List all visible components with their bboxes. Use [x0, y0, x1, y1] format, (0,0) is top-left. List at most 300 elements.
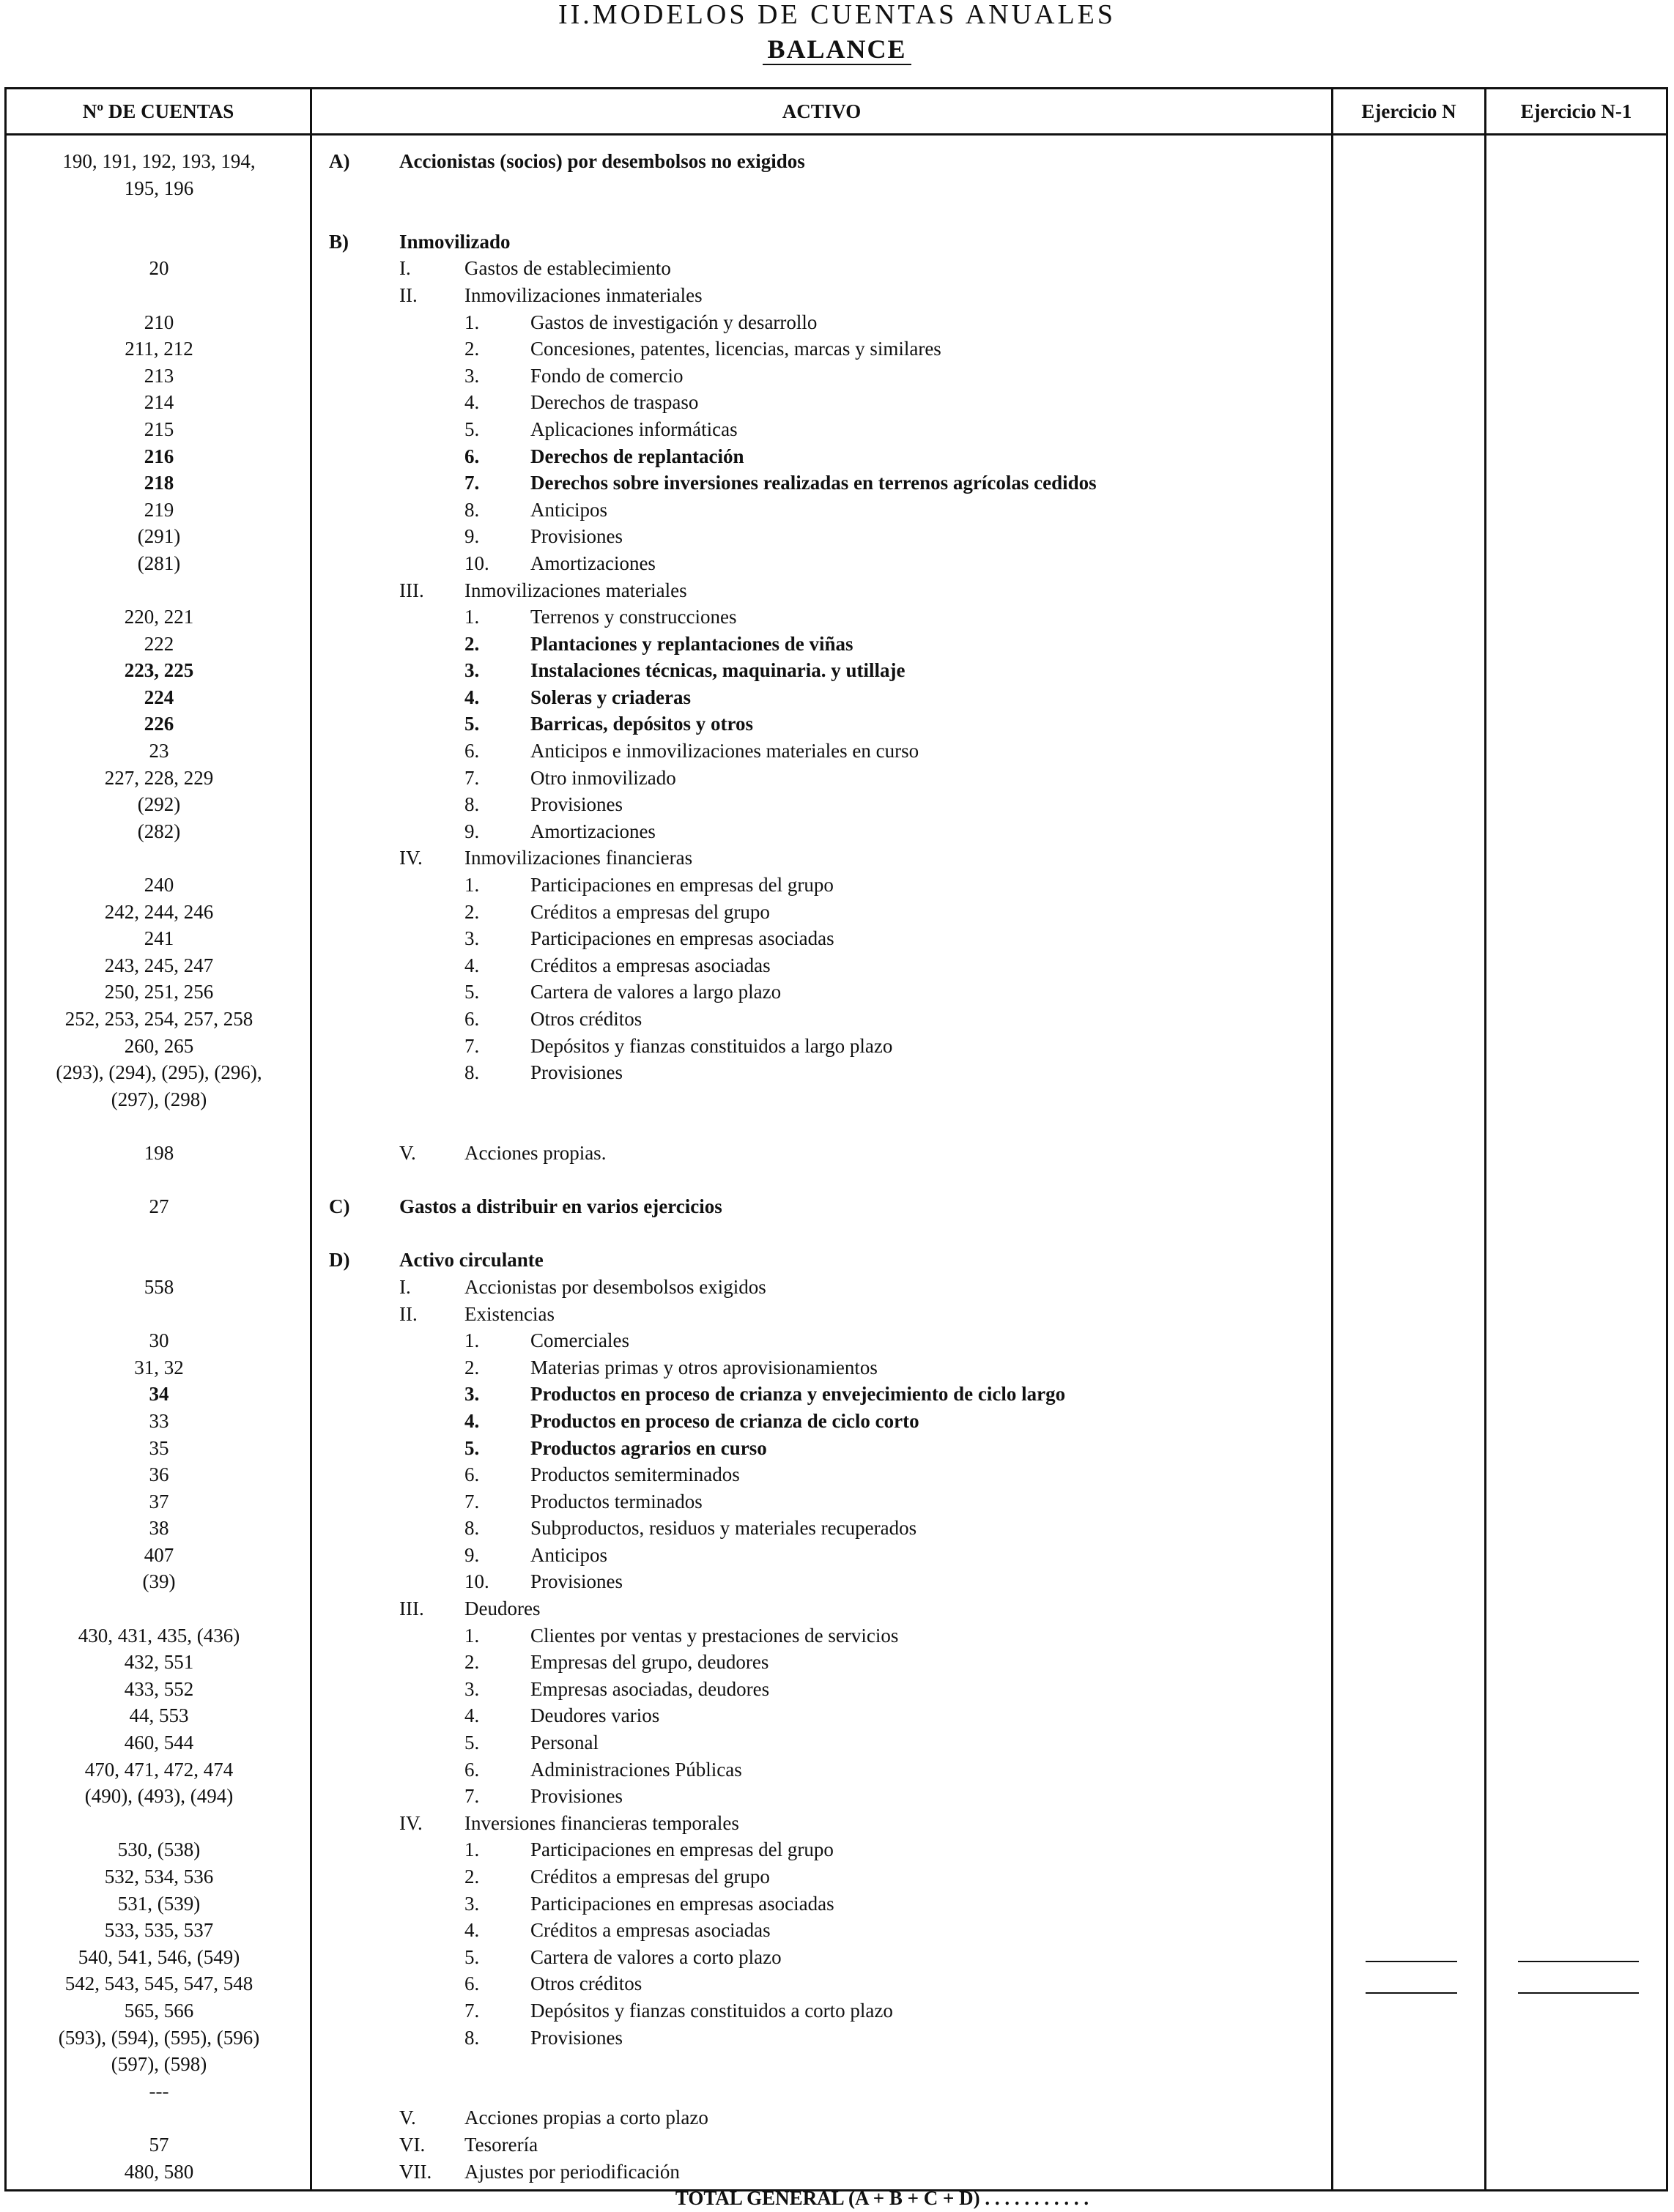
- account-number: 241: [144, 927, 174, 950]
- account-number: 558: [144, 1275, 174, 1298]
- row-marker: 5.: [464, 1436, 480, 1459]
- account-number: [7, 1113, 311, 1140]
- row-label: Acciones propias a corto plazo: [464, 2107, 708, 2129]
- row-marker: 5.: [464, 1945, 480, 1968]
- account-number: 530, (538): [117, 1838, 201, 1861]
- account-number: 31, 32: [134, 1356, 184, 1378]
- activo-row: [329, 872, 1333, 899]
- account-number: (282): [137, 820, 181, 842]
- account-number: 226: [144, 713, 174, 735]
- row-marker: IV.: [399, 1811, 423, 1834]
- activo-row: [329, 1274, 1333, 1301]
- row-marker: 3.: [464, 364, 480, 387]
- account-number: (39): [142, 1570, 176, 1593]
- account-number: 432, 551: [124, 1651, 194, 1674]
- row-marker: 1.: [464, 311, 480, 333]
- account-number: 36: [149, 1463, 169, 1486]
- activo-row: [329, 1676, 1333, 1703]
- row-marker: II.: [399, 1302, 418, 1325]
- row-label: Créditos a empresas asociadas: [530, 1919, 771, 1942]
- row-label: Provisiones: [530, 1785, 623, 1808]
- subtitle-text: BALANCE: [763, 34, 911, 65]
- activo-row: [329, 1167, 1333, 1194]
- activo-row: [329, 523, 1333, 550]
- row-marker: 6.: [464, 740, 480, 762]
- row-label: Aplicaciones informáticas: [530, 417, 738, 440]
- account-number: 433, 552: [124, 1677, 194, 1700]
- row-marker: 1.: [464, 606, 480, 628]
- header-cuentas: Nº DE CUENTAS: [82, 100, 234, 122]
- account-number: 35: [149, 1436, 169, 1459]
- row-label: Otros créditos: [530, 1972, 642, 1995]
- row-label: Créditos a empresas del grupo: [530, 1866, 770, 1888]
- account-number: (293), (294), (295), (296),: [56, 1061, 262, 1084]
- account-number: 30: [149, 1329, 169, 1352]
- row-label: Anticipos: [530, 498, 607, 521]
- total-row: [329, 2185, 1333, 2212]
- activo-row: [329, 1247, 1333, 1274]
- account-number: 214: [144, 391, 174, 414]
- row-marker: III.: [399, 579, 424, 601]
- row-marker: 5.: [464, 713, 480, 735]
- account-number: [7, 229, 311, 256]
- account-number: [7, 1595, 311, 1622]
- row-marker: 8.: [464, 793, 480, 816]
- activo-column: [329, 148, 1333, 2212]
- activo-row: [329, 657, 1333, 684]
- activo-row: [329, 899, 1333, 926]
- row-label: Accionistas por desembolsos exigidos: [464, 1275, 766, 1298]
- row-marker: 7.: [464, 766, 480, 789]
- row-label: Anticipos: [530, 1543, 607, 1566]
- row-label: Materias primas y otros aprovisionamientos: [530, 1356, 878, 1378]
- row-marker: I.: [399, 257, 411, 280]
- activo-row: [329, 1917, 1333, 1944]
- row-label: Provisiones: [530, 1061, 623, 1084]
- activo-row: [329, 1836, 1333, 1863]
- account-number: (490), (493), (494): [84, 1785, 234, 1808]
- activo-row: [329, 1702, 1333, 1729]
- activo-row: [329, 684, 1333, 711]
- account-number: 20: [149, 257, 169, 280]
- page-title: II.MODELOS DE CUENTAS ANUALES: [558, 0, 1116, 30]
- activo-row: [329, 1890, 1333, 1918]
- row-marker: 7.: [464, 1785, 480, 1808]
- row-marker: V.: [399, 1141, 416, 1164]
- row-label: Depósitos y fianzas constituidos a corto plazo: [530, 1999, 893, 2022]
- account-number: 407: [144, 1543, 174, 1566]
- row-label: Instalaciones técnicas, maquinaria. y utillaje: [530, 659, 905, 682]
- row-label: Inmovilizaciones financieras: [464, 847, 693, 869]
- row-marker: D): [329, 1249, 350, 1272]
- row-label: Existencias: [464, 1302, 555, 1325]
- row-label: Participaciones en empresas asociadas: [530, 927, 834, 950]
- row-label: Participaciones en empresas del grupo: [530, 874, 834, 897]
- account-number: 216: [144, 445, 174, 467]
- row-label: Participaciones en empresas del grupo: [530, 1838, 834, 1861]
- row-marker: 5.: [464, 981, 480, 1003]
- row-marker: III.: [399, 1597, 424, 1620]
- row-label: Productos terminados: [530, 1490, 703, 1513]
- account-number: 27: [149, 1195, 169, 1218]
- row-label: Gastos de investigación y desarrollo: [530, 311, 818, 333]
- account-number: 44, 553: [129, 1704, 189, 1727]
- account-number: (593), (594), (595), (596): [58, 2026, 260, 2049]
- row-label: Barricas, depósitos y otros: [530, 713, 753, 735]
- account-number: [7, 1301, 311, 1328]
- row-marker: 2.: [464, 1651, 480, 1674]
- activo-row: [329, 148, 1333, 175]
- account-number: 195, 196: [124, 177, 194, 199]
- activo-row: [329, 631, 1333, 658]
- activo-row: [329, 1568, 1333, 1595]
- row-marker: 9.: [464, 525, 480, 548]
- activo-row: [329, 2078, 1333, 2105]
- row-marker: 3.: [464, 1677, 480, 1700]
- row-label: Provisiones: [530, 1570, 623, 1593]
- activo-row: [329, 1220, 1333, 1247]
- activo-row: [329, 710, 1333, 738]
- activo-row: [329, 1729, 1333, 1756]
- account-number: 215: [144, 417, 174, 440]
- header-ejercicio-n: Ejercicio N: [1361, 100, 1456, 122]
- row-label: Fondo de comercio: [530, 364, 684, 387]
- row-label: Activo circulante: [399, 1249, 544, 1272]
- account-number: 460, 544: [124, 1732, 194, 1754]
- account-number: 227, 228, 229: [104, 766, 214, 789]
- row-marker: 5.: [464, 417, 480, 440]
- row-label: Productos semiterminados: [530, 1463, 740, 1486]
- activo-row: [329, 1354, 1333, 1381]
- column-divider: [1484, 89, 1486, 2189]
- activo-row: [329, 1193, 1333, 1220]
- activo-row: [329, 1542, 1333, 1569]
- account-number: 33: [149, 1409, 169, 1432]
- header-activo: ACTIVO: [782, 100, 862, 122]
- row-label: Cartera de valores a corto plazo: [530, 1945, 782, 1968]
- activo-row: [329, 791, 1333, 818]
- row-marker: 3.: [464, 1892, 480, 1915]
- account-number: 23: [149, 740, 169, 762]
- row-marker: 7.: [464, 472, 480, 494]
- row-marker: 3.: [464, 1383, 480, 1406]
- row-label: Inversiones financieras temporales: [464, 1811, 739, 1834]
- activo-row: [329, 1649, 1333, 1676]
- row-label: Concesiones, patentes, licencias, marcas y similares: [530, 338, 941, 360]
- row-label: Clientes por ventas y prestaciones de servicios: [530, 1624, 899, 1647]
- activo-row: [329, 2159, 1333, 2186]
- activo-row: [329, 389, 1333, 416]
- activo-row: [329, 604, 1333, 631]
- row-label: Deudores: [464, 1597, 541, 1620]
- activo-row: [329, 175, 1333, 202]
- row-label: Personal: [530, 1732, 599, 1754]
- row-marker: 9.: [464, 1543, 480, 1566]
- row-marker: I.: [399, 1275, 411, 1298]
- account-number: [7, 1810, 311, 1837]
- row-label: Acciones propias.: [464, 1141, 607, 1164]
- row-label: Provisiones: [530, 2026, 623, 2049]
- activo-row: [329, 1006, 1333, 1033]
- total-label: TOTAL GENERAL (A + B + C + D) . . . . . . . . . . .: [675, 2187, 1089, 2210]
- row-label: Créditos a empresas del grupo: [530, 900, 770, 923]
- row-label: Inmovilizaciones materiales: [464, 579, 687, 601]
- account-number: [7, 282, 311, 309]
- row-marker: 4.: [464, 1704, 480, 1727]
- row-label: Productos en proceso de crianza y envejecimiento de ciclo largo: [530, 1383, 1066, 1406]
- activo-row: [329, 925, 1333, 952]
- activo-row: [329, 1327, 1333, 1354]
- sum-line: [1518, 1992, 1639, 1994]
- activo-row: [329, 1086, 1333, 1113]
- row-marker: 2.: [464, 1866, 480, 1888]
- row-marker: 8.: [464, 498, 480, 521]
- row-label: Derechos de replantación: [530, 445, 744, 467]
- row-marker: 3.: [464, 659, 480, 682]
- row-marker: 2.: [464, 1356, 480, 1378]
- row-marker: 5.: [464, 1732, 480, 1754]
- account-number: 57: [149, 2133, 169, 2156]
- account-number: 224: [144, 686, 174, 708]
- account-number: 210: [144, 311, 174, 333]
- activo-row: [329, 1863, 1333, 1890]
- row-label: Otros créditos: [530, 1008, 642, 1030]
- row-label: Derechos de traspaso: [530, 391, 699, 414]
- account-number: 470, 471, 472, 474: [84, 1758, 234, 1781]
- sum-line: [1518, 1961, 1639, 1962]
- row-marker: IV.: [399, 847, 423, 869]
- activo-row: [329, 470, 1333, 497]
- account-number: (597), (598): [111, 2053, 207, 2076]
- row-label: Deudores varios: [530, 1704, 660, 1727]
- activo-row: [329, 818, 1333, 845]
- row-marker: 2.: [464, 338, 480, 360]
- row-label: Productos agrarios en curso: [530, 1436, 767, 1459]
- activo-row: [329, 765, 1333, 792]
- account-number: 531, (539): [117, 1892, 201, 1915]
- row-label: Otro inmovilizado: [530, 766, 676, 789]
- activo-row: [329, 845, 1333, 872]
- activo-row: [329, 255, 1333, 282]
- row-marker: 4.: [464, 1919, 480, 1942]
- row-label: Productos en proceso de crianza de ciclo corto: [530, 1409, 919, 1432]
- account-number: 242, 244, 246: [104, 900, 214, 923]
- row-marker: 8.: [464, 1517, 480, 1540]
- activo-row: [329, 1381, 1333, 1408]
- activo-row: [329, 497, 1333, 524]
- account-number: 542, 543, 545, 547, 548: [64, 1972, 253, 1995]
- row-label: Créditos a empresas asociadas: [530, 954, 771, 976]
- row-label: Derechos sobre inversiones realizadas en terrenos agrícolas cedidos: [530, 472, 1097, 494]
- row-marker: VI.: [399, 2133, 426, 2156]
- row-marker: 6.: [464, 1463, 480, 1486]
- row-marker: II.: [399, 283, 418, 306]
- row-label: Gastos a distribuir en varios ejercicios: [399, 1195, 722, 1218]
- row-label: Administraciones Públicas: [530, 1758, 742, 1781]
- account-number: [7, 201, 311, 229]
- account-number: ---: [149, 2079, 169, 2102]
- sum-line: [1366, 1992, 1457, 1994]
- account-number: [7, 1247, 311, 1274]
- account-number: 260, 265: [124, 1034, 194, 1057]
- activo-row: [329, 1488, 1333, 1515]
- activo-row: [329, 577, 1333, 604]
- account-number: [7, 1220, 311, 1247]
- row-label: Ajustes por periodificación: [464, 2160, 680, 2183]
- activo-row: [329, 738, 1333, 765]
- row-label: Anticipos e inmovilizaciones materiales en curso: [530, 740, 919, 762]
- account-number: 198: [144, 1141, 174, 1164]
- account-number: 222: [144, 632, 174, 655]
- row-label: Soleras y criaderas: [530, 686, 691, 708]
- sum-line: [1366, 1961, 1457, 1962]
- row-marker: B): [329, 230, 349, 253]
- account-number: 218: [144, 472, 174, 494]
- account-number: 213: [144, 364, 174, 387]
- activo-row: [329, 952, 1333, 979]
- row-marker: V.: [399, 2107, 416, 2129]
- page-subtitle: [0, 34, 1674, 64]
- account-number: (291): [137, 525, 181, 548]
- activo-row: [329, 1033, 1333, 1060]
- account-number: 223, 225: [124, 659, 194, 682]
- account-number: 430, 431, 435, (436): [78, 1624, 240, 1647]
- row-label: Empresas asociadas, deudores: [530, 1677, 770, 1700]
- account-number: 565, 566: [124, 1999, 194, 2022]
- activo-row: [329, 1810, 1333, 1837]
- activo-row: [329, 416, 1333, 443]
- account-number: 250, 251, 256: [104, 981, 214, 1003]
- activo-row: [329, 1970, 1333, 1997]
- activo-row: [329, 282, 1333, 309]
- row-label: Cartera de valores a largo plazo: [530, 981, 782, 1003]
- activo-row: [329, 2051, 1333, 2078]
- row-label: Depósitos y fianzas constituidos a largo plazo: [530, 1034, 893, 1057]
- row-label: Empresas del grupo, deudores: [530, 1651, 769, 1674]
- row-label: Provisiones: [530, 793, 623, 816]
- activo-row: [329, 1408, 1333, 1435]
- activo-row: [329, 550, 1333, 577]
- row-marker: 1.: [464, 1624, 480, 1647]
- row-label: Terrenos y construcciones: [530, 606, 737, 628]
- activo-row: [329, 2024, 1333, 2052]
- row-marker: 8.: [464, 2026, 480, 2049]
- row-marker: 2.: [464, 900, 480, 923]
- activo-row: [329, 335, 1333, 363]
- activo-row: [329, 1783, 1333, 1810]
- activo-row: [329, 1461, 1333, 1488]
- row-label: Participaciones en empresas asociadas: [530, 1892, 834, 1915]
- account-number: 540, 541, 546, (549): [78, 1945, 240, 1968]
- activo-row: [329, 1997, 1333, 2024]
- row-marker: 6.: [464, 445, 480, 467]
- account-number: 240: [144, 874, 174, 897]
- row-label: Amortizaciones: [530, 820, 656, 842]
- row-label: Inmovilizado: [399, 230, 511, 253]
- account-number: [7, 845, 311, 872]
- account-number: 532, 534, 536: [104, 1866, 214, 1888]
- row-marker: 9.: [464, 820, 480, 842]
- account-number: [7, 1167, 311, 1194]
- row-label: Provisiones: [530, 525, 623, 548]
- account-number: 220, 221: [124, 606, 194, 628]
- activo-row: [329, 1595, 1333, 1622]
- row-marker: 1.: [464, 1838, 480, 1861]
- row-marker: 7.: [464, 1034, 480, 1057]
- activo-row: [329, 229, 1333, 256]
- account-number: 37: [149, 1490, 169, 1513]
- row-marker: 4.: [464, 686, 480, 708]
- row-marker: 4.: [464, 391, 480, 414]
- activo-row: [329, 979, 1333, 1006]
- row-marker: 7.: [464, 1490, 480, 1513]
- account-number: (297), (298): [111, 1088, 207, 1110]
- activo-row: [329, 1059, 1333, 1086]
- row-marker: VII.: [399, 2160, 432, 2183]
- activo-row: [329, 1140, 1333, 1167]
- activo-row: [329, 309, 1333, 336]
- row-marker: 8.: [464, 1061, 480, 1084]
- row-label: Amortizaciones: [530, 552, 656, 574]
- row-marker: 6.: [464, 1758, 480, 1781]
- row-marker: 10.: [464, 552, 489, 574]
- account-number: 190, 191, 192, 193, 194,: [62, 150, 256, 172]
- activo-row: [329, 1301, 1333, 1328]
- row-marker: 1.: [464, 1329, 480, 1352]
- row-marker: 4.: [464, 1409, 480, 1432]
- activo-row: [329, 363, 1333, 390]
- row-marker: A): [329, 150, 350, 172]
- row-label: Gastos de establecimiento: [464, 257, 671, 280]
- account-number: (281): [137, 552, 181, 574]
- row-label: Inmovilizaciones inmateriales: [464, 283, 703, 306]
- row-marker: 1.: [464, 874, 480, 897]
- row-label: Subproductos, residuos y materiales recuperados: [530, 1517, 917, 1540]
- activo-row: [329, 201, 1333, 229]
- activo-row: [329, 2131, 1333, 2159]
- row-label: Accionistas (socios) por desembolsos no exigidos: [399, 150, 805, 172]
- account-number: [7, 577, 311, 604]
- activo-row: [329, 2104, 1333, 2131]
- account-number: 533, 535, 537: [104, 1919, 214, 1942]
- account-number: 211, 212: [125, 338, 193, 360]
- account-number: 34: [149, 1383, 169, 1406]
- row-marker: 6.: [464, 1972, 480, 1995]
- row-marker: 6.: [464, 1008, 480, 1030]
- activo-row: [329, 1944, 1333, 1971]
- activo-row: [329, 1435, 1333, 1462]
- account-number: 480, 580: [124, 2160, 194, 2183]
- row-marker: 10.: [464, 1570, 489, 1593]
- account-number: 219: [144, 498, 174, 521]
- row-label: Tesorería: [464, 2133, 538, 2156]
- account-number: 252, 253, 254, 257, 258: [64, 1008, 253, 1030]
- header-divider: [7, 133, 1666, 136]
- account-number: (292): [137, 793, 181, 816]
- row-marker: 7.: [464, 1999, 480, 2022]
- activo-row: [329, 1756, 1333, 1784]
- row-marker: 3.: [464, 927, 480, 950]
- account-number: 243, 245, 247: [104, 954, 214, 976]
- row-label: Comerciales: [530, 1329, 629, 1352]
- row-marker: C): [329, 1195, 350, 1218]
- account-number: [7, 2104, 311, 2131]
- activo-row: [329, 1113, 1333, 1140]
- row-marker: 4.: [464, 954, 480, 976]
- row-marker: 2.: [464, 632, 480, 655]
- header-ejercicio-n1: Ejercicio N-1: [1520, 100, 1632, 122]
- account-number: 38: [149, 1517, 169, 1540]
